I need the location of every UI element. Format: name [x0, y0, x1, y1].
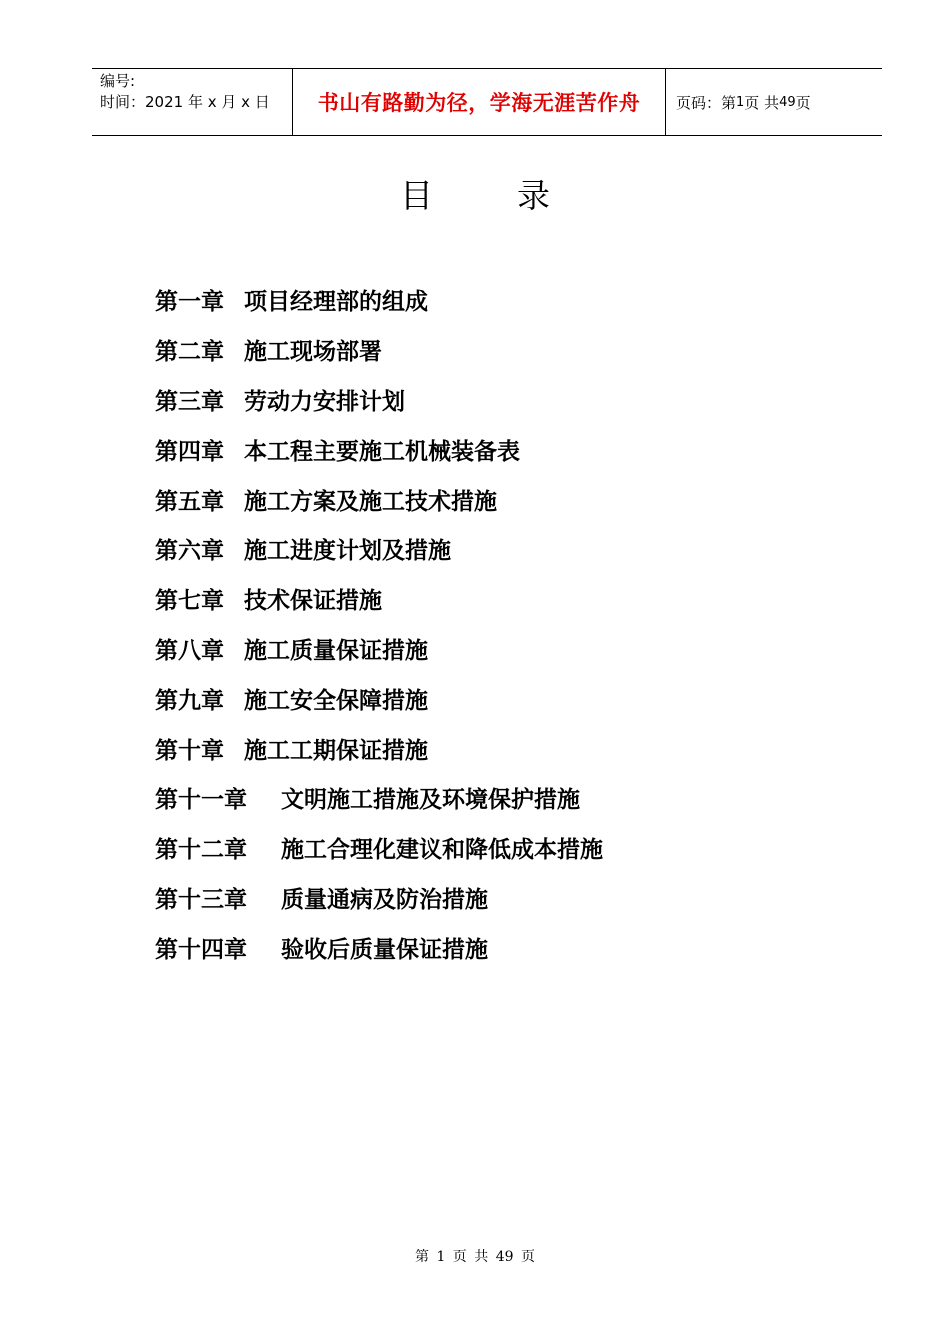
toc-chapter-title: 施工方案及施工技术措施: [244, 488, 497, 515]
toc-chapter-title: 技术保证措施: [244, 588, 382, 615]
toc-chapter-title: 本工程主要施工机械装备表: [244, 438, 520, 465]
toc-chapter-title: 施工工期保证措施: [244, 737, 428, 764]
toc-entry[interactable]: [155, 624, 855, 674]
toc-entry[interactable]: [155, 474, 855, 524]
toc-chapter-label: 第十二章: [155, 837, 247, 864]
toc-chapter-title: 质量通病及防治措施: [281, 886, 488, 913]
toc-chapter-label: 第六章: [155, 538, 224, 565]
toc-chapter-label: 第十三章: [155, 886, 247, 913]
toc-chapter-title: 验收后质量保证措施: [281, 936, 488, 963]
page-mid-label: 页 共: [744, 93, 780, 112]
header-page-cell: [666, 69, 882, 135]
toc-chapter-label: 第十一章: [155, 787, 247, 814]
toc-chapter-title: 项目经理部的组成: [244, 289, 428, 316]
page-number: 1: [736, 94, 745, 110]
toc-chapter-label: 第十四章: [155, 936, 247, 963]
toc-entry[interactable]: [155, 673, 855, 723]
toc-chapter-label: 第二章: [155, 339, 224, 366]
page-total: 49: [779, 94, 796, 110]
page-footer: 第 1 页 共 49 页: [415, 1249, 535, 1265]
toc-chapter-title: 施工合理化建议和降低成本措施: [281, 837, 603, 864]
toc-chapter-label: 第九章: [155, 687, 224, 714]
toc-entry[interactable]: [155, 773, 855, 823]
toc-chapter-title: 文明施工措施及环境保护措施: [281, 787, 580, 814]
toc-chapter-title: 施工质量保证措施: [244, 637, 428, 664]
toc-chapter-label: 第四章: [155, 438, 224, 465]
page-title: [0, 170, 950, 217]
toc-entry[interactable]: [155, 524, 855, 574]
document-header: [92, 68, 882, 136]
motto-text: 书山有路勤为径，学海无涯苦作舟: [317, 91, 641, 115]
toc-chapter-label: 第一章: [155, 289, 224, 316]
time-label: 时间：2021 年 x 月 x 日: [100, 93, 270, 111]
toc-chapter-title: 施工现场部署: [244, 339, 382, 366]
toc-chapter-label: 第七章: [155, 588, 224, 615]
toc-chapter-title: 施工安全保障措施: [244, 687, 428, 714]
toc-entry[interactable]: [155, 375, 855, 425]
header-motto-cell: [293, 69, 666, 135]
toc-chapter-title: 劳动力安排计划: [244, 388, 405, 415]
toc-entry[interactable]: [155, 823, 855, 873]
toc-entry[interactable]: [155, 873, 855, 923]
page-label: 页码：第: [676, 93, 737, 112]
toc-chapter-label: 第十章: [155, 737, 224, 764]
toc-chapter-label: 第五章: [155, 488, 224, 515]
title-char-1: 目: [400, 176, 433, 215]
toc-entry[interactable]: [155, 723, 855, 773]
toc-entry[interactable]: [155, 424, 855, 474]
toc-chapter-label: 第三章: [155, 388, 224, 415]
table-of-contents: [155, 275, 855, 972]
toc-entry[interactable]: [155, 574, 855, 624]
toc-chapter-label: 第八章: [155, 637, 224, 664]
number-label: 编号:: [100, 72, 136, 90]
title-char-2: 录: [517, 176, 550, 215]
toc-chapter-title: 施工进度计划及措施: [244, 538, 451, 565]
toc-entry[interactable]: [155, 275, 855, 325]
toc-entry[interactable]: [155, 922, 855, 972]
toc-entry[interactable]: [155, 325, 855, 375]
page-end-label: 页: [795, 93, 811, 112]
header-meta-cell: [92, 69, 293, 135]
